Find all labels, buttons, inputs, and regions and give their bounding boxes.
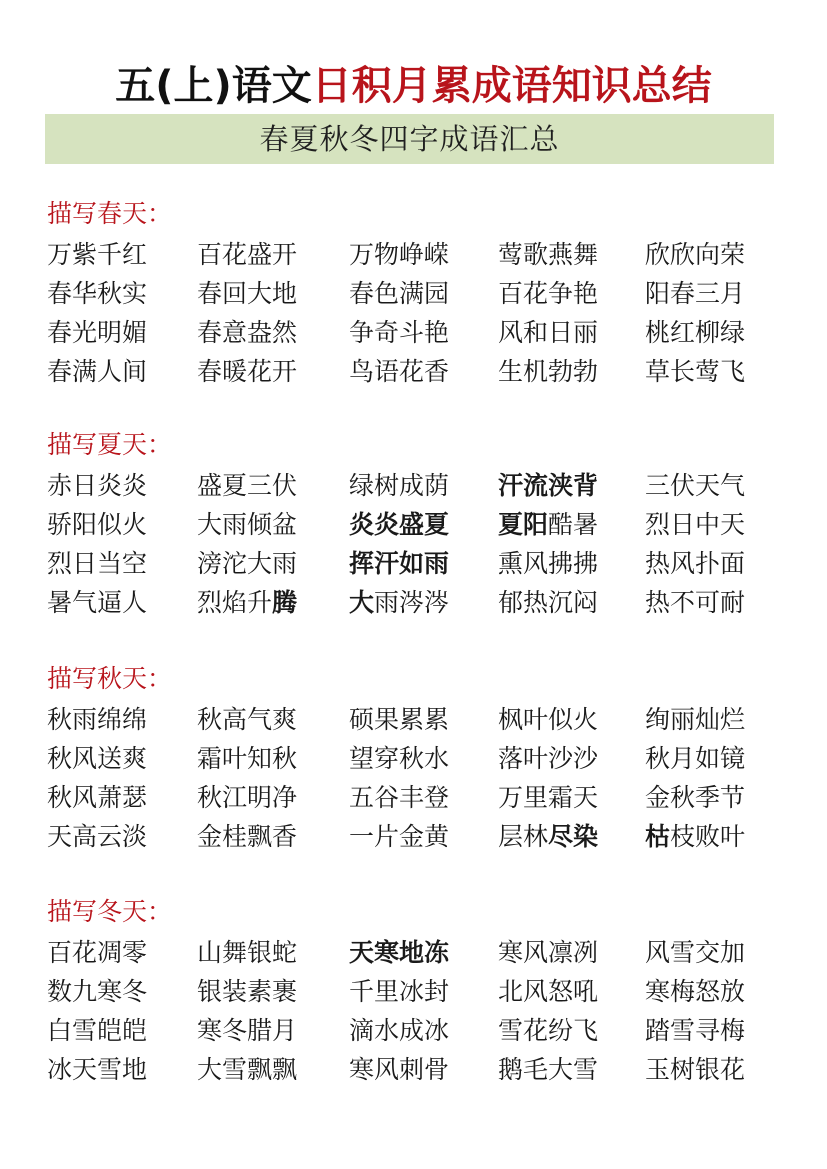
idiom: 秋风送爽	[47, 744, 148, 773]
idiom: 盛夏三伏	[197, 471, 298, 500]
idiom: 欣欣向荣	[645, 240, 746, 269]
idiom: 枫叶似火	[498, 705, 599, 734]
idiom: 寒风刺骨	[349, 1055, 450, 1084]
idiom: 硕果累累	[349, 705, 450, 734]
idiom: 寒梅怒放	[645, 977, 746, 1006]
idiom: 大雨倾盆	[197, 510, 298, 539]
idiom-bold: 汗流浃背	[498, 471, 599, 500]
idiom: 赤日炎炎	[47, 471, 148, 500]
idiom: 秋雨绵绵	[47, 705, 148, 734]
idiom: 大雪飘飘	[197, 1055, 298, 1084]
idiom: 银装素裹	[197, 977, 298, 1006]
idiom-mixed	[349, 586, 449, 620]
title-topic: 日积月累成语知识总结	[311, 63, 712, 109]
idiom: 风和日丽	[498, 318, 599, 347]
idiom: 金桂飘香	[197, 822, 298, 851]
idiom: 北风怒吼	[498, 977, 599, 1006]
idiom: 滴水成冰	[349, 1016, 450, 1045]
idiom-bold-part: 尽染	[548, 822, 599, 851]
idiom: 百花争艳	[498, 279, 599, 308]
idiom-mixed	[645, 820, 745, 854]
section-title: 描写冬天：	[47, 897, 173, 926]
idiom: 春暖花开	[197, 357, 298, 386]
idiom: 玉树银花	[645, 1055, 746, 1084]
idiom: 春色满园	[349, 279, 450, 308]
idiom: 雪花纷飞	[498, 1016, 599, 1045]
idiom: 万里霜天	[498, 783, 599, 812]
idiom: 山舞银蛇	[197, 938, 298, 967]
idiom: 烈日当空	[47, 549, 148, 578]
idiom-mixed	[197, 586, 297, 620]
idiom: 寒风凛冽	[498, 938, 599, 967]
idiom: 数九寒冬	[47, 977, 148, 1006]
idiom: 五谷丰登	[349, 783, 450, 812]
idiom: 望穿秋水	[349, 744, 450, 773]
idiom: 三伏天气	[645, 471, 746, 500]
subtitle-banner: 春夏秋冬四字成语汇总	[45, 114, 774, 164]
idiom: 风雪交加	[645, 938, 746, 967]
title-grade-subject: 五(上)语文	[115, 63, 312, 109]
idiom: 桃红柳绿	[645, 318, 746, 347]
idiom-bold-part: 腾	[272, 588, 298, 617]
idiom: 白雪皑皑	[47, 1016, 148, 1045]
section-title: 描写夏天：	[47, 430, 173, 459]
idiom-bold: 炎炎盛夏	[349, 510, 450, 539]
idiom-bold-part: 大	[349, 588, 375, 617]
idiom: 春华秋实	[47, 279, 148, 308]
idiom: 秋月如镜	[645, 744, 746, 773]
idiom: 霜叶知秋	[197, 744, 298, 773]
idiom-bold: 天寒地冻	[349, 938, 450, 967]
idiom: 郁热沉闷	[498, 588, 599, 617]
idiom: 熏风拂拂	[498, 549, 599, 578]
idiom: 秋江明净	[197, 783, 298, 812]
idiom-bold-part: 夏阳	[498, 510, 549, 539]
idiom-bold-part: 枯	[645, 822, 671, 851]
idiom: 万物峥嵘	[349, 240, 450, 269]
idiom: 寒冬腊月	[197, 1016, 298, 1045]
idiom: 热不可耐	[645, 588, 746, 617]
idiom-regular-part: 酷暑	[548, 510, 599, 539]
idiom-regular-part: 枝败叶	[670, 822, 746, 851]
idiom-regular-part: 烈焰升	[197, 588, 273, 617]
idiom: 秋高气爽	[197, 705, 298, 734]
idiom: 万紫千红	[47, 240, 148, 269]
idiom: 暑气逼人	[47, 588, 148, 617]
section-title: 描写秋天：	[47, 664, 173, 693]
idiom: 阳春三月	[645, 279, 746, 308]
idiom: 落叶沙沙	[498, 744, 599, 773]
idiom: 骄阳似火	[47, 510, 148, 539]
idiom: 春满人间	[47, 357, 148, 386]
idiom: 春意盎然	[197, 318, 298, 347]
idiom-bold: 挥汗如雨	[349, 549, 450, 578]
idiom-regular-part: 层林	[498, 822, 549, 851]
idiom: 绚丽灿烂	[645, 705, 746, 734]
idiom: 争奇斗艳	[349, 318, 450, 347]
idiom: 踏雪寻梅	[645, 1016, 746, 1045]
page-title	[0, 58, 827, 114]
idiom: 春光明媚	[47, 318, 148, 347]
idiom: 莺歌燕舞	[498, 240, 599, 269]
idiom: 热风扑面	[645, 549, 746, 578]
idiom: 百花盛开	[197, 240, 298, 269]
idiom: 烈日中天	[645, 510, 746, 539]
idiom: 鹅毛大雪	[498, 1055, 599, 1084]
idiom: 草长莺飞	[645, 357, 746, 386]
idiom: 滂沱大雨	[197, 549, 298, 578]
idiom: 天高云淡	[47, 822, 148, 851]
idiom-mixed	[498, 508, 598, 542]
idiom: 百花凋零	[47, 938, 148, 967]
section-title: 描写春天：	[47, 199, 173, 228]
idiom: 金秋季节	[645, 783, 746, 812]
idiom: 冰天雪地	[47, 1055, 148, 1084]
idiom: 生机勃勃	[498, 357, 599, 386]
idiom: 春回大地	[197, 279, 298, 308]
idiom: 千里冰封	[349, 977, 450, 1006]
idiom-regular-part: 雨涔涔	[374, 588, 450, 617]
idiom-mixed	[498, 820, 598, 854]
idiom: 鸟语花香	[349, 357, 450, 386]
idiom: 绿树成荫	[349, 471, 450, 500]
idiom: 一片金黄	[349, 822, 450, 851]
idiom: 秋风萧瑟	[47, 783, 148, 812]
